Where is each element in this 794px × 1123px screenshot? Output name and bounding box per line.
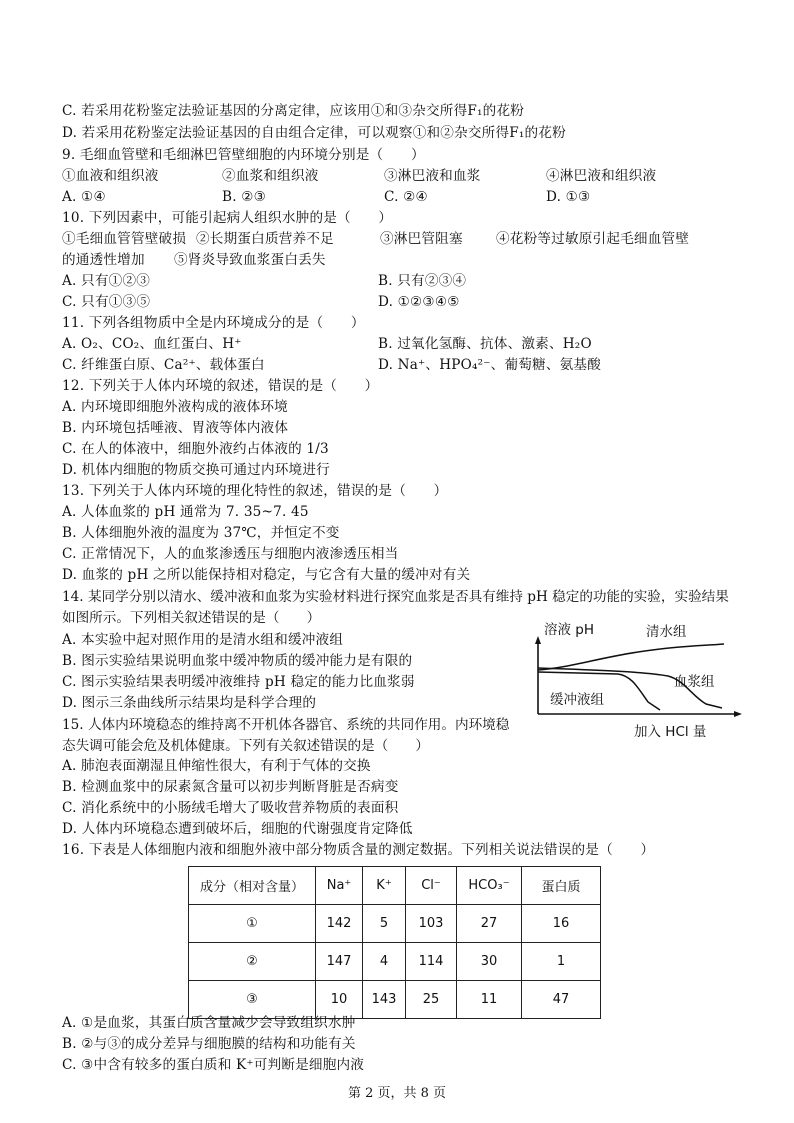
table-cell: 4: [363, 943, 406, 981]
q16-option-b: B. ②与③的成分差异与细胞膜的结构和功能有关: [62, 1036, 356, 1052]
y-axis-arrow: [535, 636, 541, 644]
q9-option-b: B. ②③: [222, 189, 267, 205]
q13-option-a: A. 人体血浆的 pH 通常为 7. 35~7. 45: [62, 504, 309, 520]
q12-option-a: A. 内环境即细胞外液构成的液体环境: [62, 399, 288, 415]
q10-item-4-cont: 的通透性增加: [62, 252, 145, 268]
q9-option-c: C. ②④: [384, 189, 428, 205]
question-13: 13. 下列关于人体内环境的理化特性的叙述，错误的是（ ）: [62, 483, 448, 499]
graph-y-label: 溶液 pH: [544, 622, 595, 638]
graph-plasma-label: 血浆组: [674, 674, 715, 690]
graph-buffer-label: 缓冲液组: [550, 692, 604, 708]
table-header: 蛋白质: [522, 867, 601, 905]
prev-option-d: D. 若采用花粉鉴定法验证基因的自由组合定律，可以观察①和②杂交所得F₁的花粉: [62, 125, 566, 141]
q10-option-a: A. 只有①②③: [62, 273, 151, 289]
table-cell: ②: [189, 943, 316, 981]
table-row: [189, 943, 601, 981]
graph-water-label: 清水组: [646, 624, 687, 640]
table-cell: ①: [189, 905, 316, 943]
q10-item-4: ④花粉等过敏原引起毛细血管壁: [496, 231, 690, 247]
table-cell: 142: [316, 905, 363, 943]
table-cell: 47: [522, 981, 601, 1019]
table-cell: 1: [522, 943, 601, 981]
q12-option-c: C. 在人的体液中，细胞外液约占体液的 1/3: [62, 441, 329, 457]
table-header: Na⁺: [316, 867, 363, 905]
q10-item-5: ⑤肾炎导致血浆蛋白丢失: [174, 252, 326, 268]
q9-item-1: ①血液和组织液: [62, 168, 159, 184]
table-cell: 143: [363, 981, 406, 1019]
q15-option-c: C. 消化系统中的小肠绒毛增大了吸收营养物质的表面积: [62, 800, 399, 816]
ion-content-table: [188, 866, 601, 1019]
table-cell: 11: [457, 981, 522, 1019]
q13-option-b: B. 人体细胞外液的温度为 37℃，并恒定不变: [62, 525, 340, 541]
water-curve: [538, 644, 724, 670]
q10-item-1: ①毛细血管管壁破损: [62, 231, 187, 247]
question-9: 9. 毛细血管壁和毛细淋巴管壁细胞的内环境分别是（ ）: [62, 147, 425, 163]
q9-option-a: A. ①④: [62, 189, 106, 205]
q14-option-d: D. 图示三条曲线所示结果均是科学合理的: [62, 695, 317, 711]
q10-item-3: ③淋巴管阻塞: [380, 231, 463, 247]
question-16: 16. 下表是人体细胞内液和细胞外液中部分物质含量的测定数据。下列相关说法错误的是（ ）: [62, 842, 655, 858]
question-15: 15. 人体内环境稳态的维持离不开机体各器官、系统的共同作用。内环境稳态失调可能会危及机体健康。下列有关叙述错误的是（ ）: [62, 717, 510, 754]
table-header: Cl⁻: [406, 867, 457, 905]
table-header-row: [189, 867, 601, 905]
graph-x-label: 加入 HCl 量: [634, 724, 707, 740]
q9-item-2: ②血浆和组织液: [222, 168, 319, 184]
table-cell: 114: [406, 943, 457, 981]
table-cell: 10: [316, 981, 363, 1019]
table-row: [189, 905, 601, 943]
q15-option-d: D. 人体内环境稳态遭到破坏后，细胞的代谢强度肯定降低: [62, 821, 413, 837]
q13-option-d: D. 血浆的 pH 之所以能保持相对稳定，与它含有大量的缓冲对有关: [62, 567, 471, 583]
q9-option-d: D. ①③: [546, 189, 591, 205]
table-cell: 147: [316, 943, 363, 981]
q16-option-c: C. ③中含有较多的蛋白质和 K⁺可判断是细胞内液: [62, 1057, 365, 1073]
q10-option-b: B. 只有②③④: [378, 273, 467, 289]
table-header: 成分（相对含量）: [189, 867, 316, 905]
page-number: 第 2 页，共 8 页: [347, 1086, 447, 1101]
q9-item-4: ④淋巴液和组织液: [546, 168, 657, 184]
table-row: [189, 981, 601, 1019]
table-cell: 30: [457, 943, 522, 981]
q11-option-d: D. Na⁺、HPO₄²⁻、葡萄糖、氨基酸: [378, 357, 601, 373]
q14-option-a: A. 本实验中起对照作用的是清水组和缓冲液组: [62, 632, 344, 648]
question-12: 12. 下列关于人体内环境的叙述，错误的是（ ）: [62, 378, 379, 394]
ph-experiment-figure: [528, 618, 744, 742]
x-axis-arrow: [734, 711, 742, 717]
question-14: 14. 某同学分别以清水、缓冲液和血浆为实验材料进行探究血浆是否具有维持 pH 稳定的功能的实验，实验结果如图所示。下列相关叙述错误的是（ ）: [62, 589, 729, 626]
table-cell: 5: [363, 905, 406, 943]
table-header: HCO₃⁻: [457, 867, 522, 905]
q11-option-c: C. 纤维蛋白原、Ca²⁺、载体蛋白: [62, 357, 265, 373]
prev-option-c: C. 若采用花粉鉴定法验证基因的分离定律，应该用①和③杂交所得F₁的花粉: [62, 103, 525, 119]
q10-item-2: ②长期蛋白质营养不足: [196, 231, 334, 247]
q10-option-c: C. 只有①③⑤: [62, 294, 151, 310]
table-cell: ③: [189, 981, 316, 1019]
q16-option-a: A. ①是血浆，其蛋白质含量减少会导致组织水肿: [62, 1015, 356, 1031]
q12-option-d: D. 机体内细胞的物质交换可通过内环境进行: [62, 462, 330, 478]
question-11: 11. 下列各组物质中全是内环境成分的是（ ）: [62, 315, 365, 331]
table-header: K⁺: [363, 867, 406, 905]
table-cell: 16: [522, 905, 601, 943]
table-cell: 27: [457, 905, 522, 943]
q11-option-a: A. O₂、CO₂、血红蛋白、H⁺: [62, 336, 242, 352]
q15-option-a: A. 肺泡表面潮湿且伸缩性很大，有利于气体的交换: [62, 758, 371, 774]
q12-option-b: B. 内环境包括唾液、胃液等体内液体: [62, 420, 289, 436]
table-cell: 25: [406, 981, 457, 1019]
q13-option-c: C. 正常情况下，人的血浆渗透压与细胞内液渗透压相当: [62, 546, 399, 562]
q14-option-b: B. 图示实验结果说明血浆中缓冲物质的缓冲能力是有限的: [62, 653, 413, 669]
q14-option-c: C. 图示实验结果表明缓冲液维持 pH 稳定的能力比血浆弱: [62, 674, 415, 690]
q15-option-b: B. 检测血浆中的尿素氮含量可以初步判断肾脏是否病变: [62, 779, 399, 795]
question-10: 10. 下列因素中，可能引起病人组织水肿的是（ ）: [62, 210, 393, 226]
q11-option-b: B. 过氧化氢酶、抗体、激素、H₂O: [378, 336, 592, 352]
q9-item-3: ③淋巴液和血浆: [384, 168, 481, 184]
q10-option-d: D. ①②③④⑤: [378, 294, 460, 310]
table-cell: 103: [406, 905, 457, 943]
